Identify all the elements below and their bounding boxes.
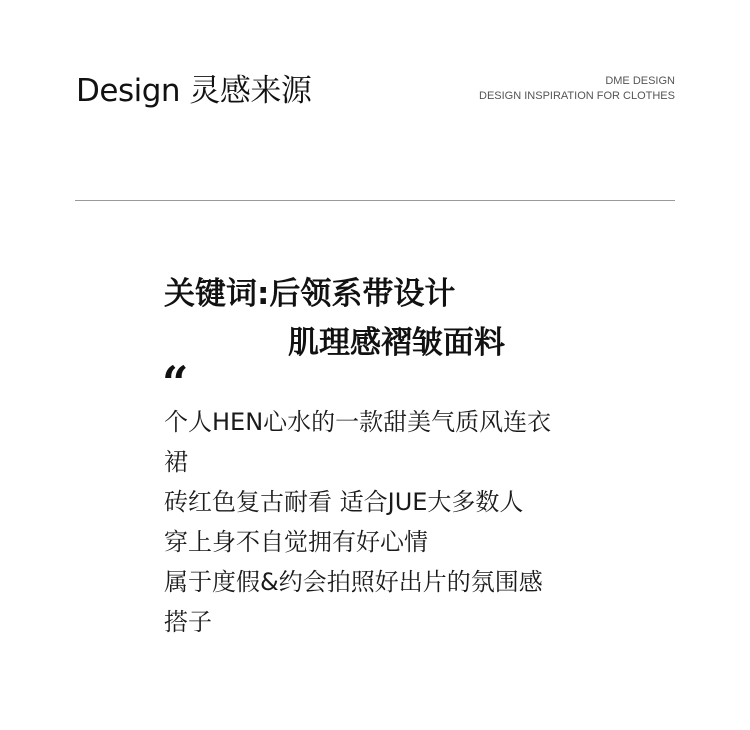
keywords-line-1: 关键词:后领系带设计 <box>164 276 456 312</box>
description-line: 属于度假&约会拍照好出片的氛围感 <box>164 568 543 596</box>
description-line: 砖红色复古耐看 适合JUE大多数人 <box>164 488 524 516</box>
divider <box>75 200 675 201</box>
description-text <box>164 402 604 642</box>
description-line: 个人HEN心水的一款甜美气质风连衣 <box>164 408 552 436</box>
description-line: 裙 <box>164 448 188 476</box>
brand-name: DME DESIGN <box>605 75 675 87</box>
page-title: Design 灵感来源 <box>76 73 312 109</box>
brand-tagline: DESIGN INSPIRATION FOR CLOTHES <box>479 90 675 102</box>
keywords-line-2: 肌理感褶皱面料 <box>288 325 505 361</box>
description-line: 搭子 <box>164 608 212 636</box>
description-line: 穿上身不自觉拥有好心情 <box>164 528 428 556</box>
quote-mark-icon: “ <box>162 356 189 410</box>
header-subtitle <box>479 74 675 104</box>
